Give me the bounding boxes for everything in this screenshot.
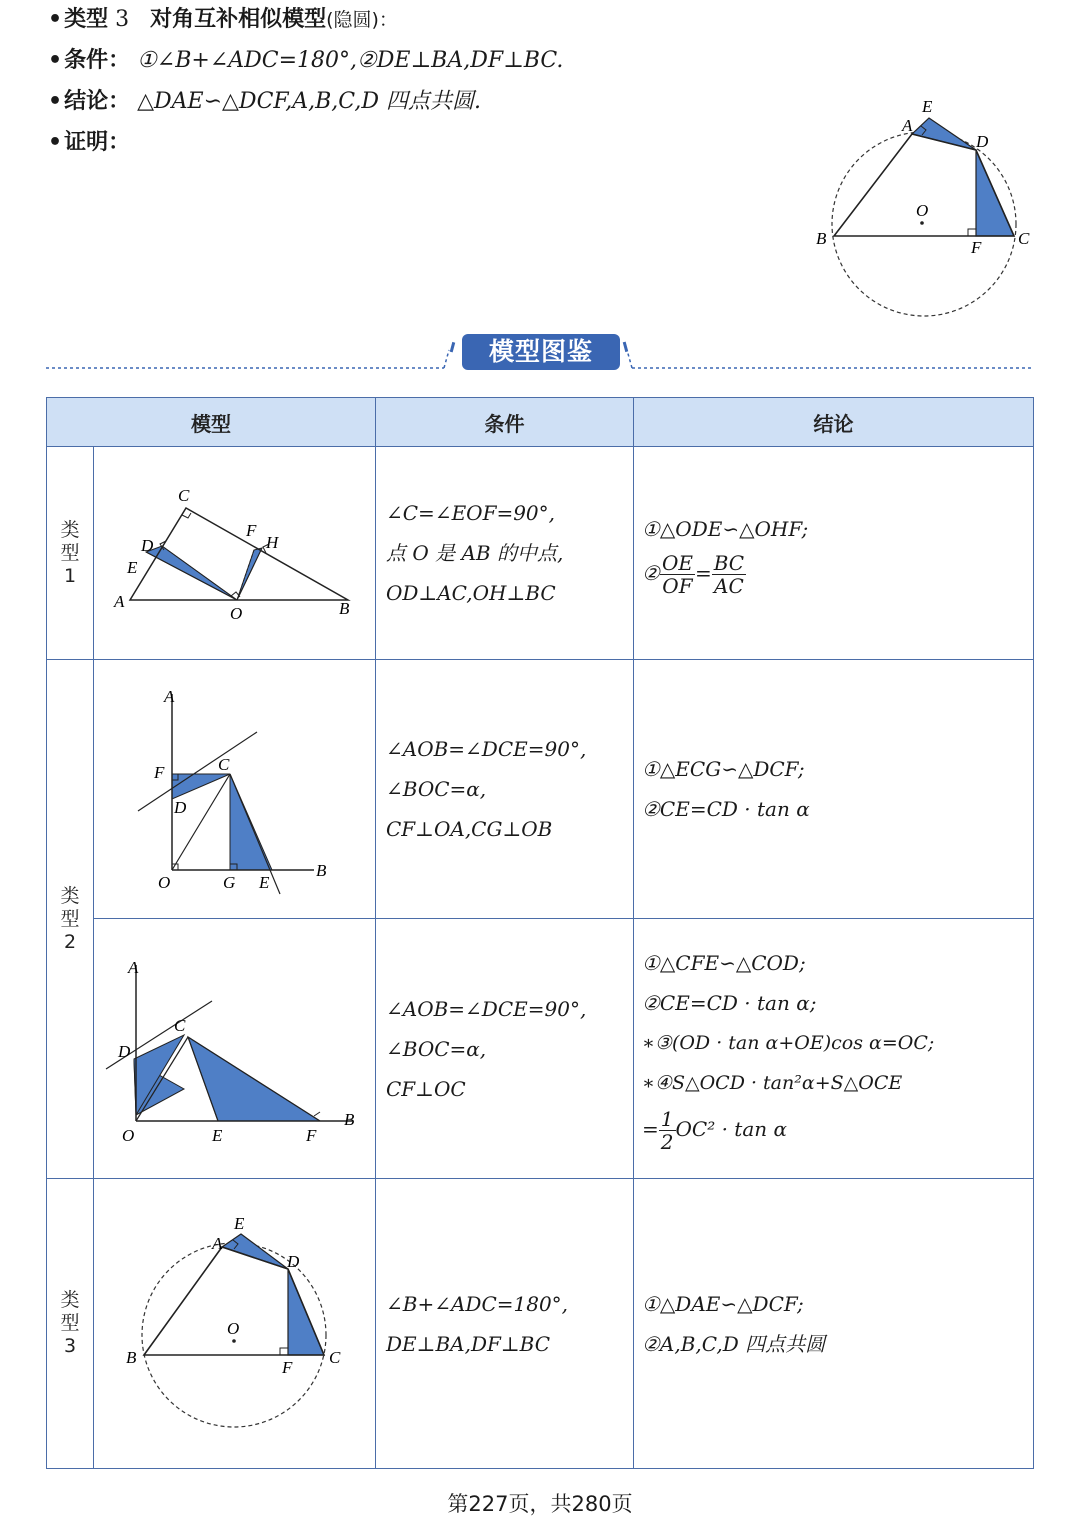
bullet: • [48, 48, 63, 73]
fraction-denominator: 2 [660, 1129, 674, 1154]
condition-line: ∠BOC=α, [386, 1036, 487, 1061]
type-label-3 [47, 1179, 94, 1469]
condition-cell [376, 1179, 634, 1469]
intro-type-label: 类型 [64, 7, 109, 32]
svg-text:A: A [114, 592, 125, 611]
condition-line: ∠AOB=∠DCE=90°, [386, 737, 587, 761]
model-figure-4 [94, 1179, 374, 1464]
svg-text:A: A [128, 958, 139, 977]
type-number: 1 [63, 564, 77, 587]
intro-condition-label: 条件： [64, 48, 131, 73]
svg-text:D: D [174, 798, 187, 817]
type-number: 2 [63, 930, 77, 953]
intro-conclusion-line [48, 87, 481, 117]
condition-line: ∠BOC=α, [386, 777, 487, 801]
label-b: B [816, 229, 827, 248]
svg-text:A: A [164, 687, 175, 706]
conclusion-cell [634, 660, 1034, 919]
svg-text:E: E [259, 873, 270, 892]
svg-text:C: C [174, 1016, 186, 1035]
fraction-denominator: AC [714, 574, 744, 598]
type-label-1 [47, 447, 94, 660]
conclusion-cell [634, 447, 1034, 660]
intro-figure [800, 90, 1050, 320]
condition-line: ∠AOB=∠DCE=90°, [386, 996, 587, 1021]
intro-type-title: 对角互补相似模型 [150, 7, 327, 32]
condition-line: CF⊥OC [386, 1076, 466, 1101]
conclusion-line: ①△ECG∽△DCF; [642, 757, 805, 781]
table-row [47, 1179, 1034, 1469]
conclusion-cell [634, 1179, 1034, 1469]
type-char: 型 [60, 541, 80, 564]
svg-text:C: C [329, 1348, 341, 1367]
condition-cell [376, 447, 634, 660]
intro-conclusion-label: 结论： [64, 89, 131, 114]
center-o [920, 221, 924, 225]
table-row [47, 919, 1034, 1179]
fraction-numerator: BC [713, 551, 745, 575]
svg-text:G: G [223, 873, 236, 892]
conclusion-prefix: ② [642, 561, 660, 585]
model-figure-cell [94, 447, 376, 660]
page-footer: 第227页，共280页 [447, 1492, 633, 1516]
svg-text:E: E [234, 1214, 245, 1233]
svg-text:O: O [227, 1319, 240, 1338]
label-f: F [971, 238, 982, 257]
section-banner [46, 332, 1034, 376]
conclusion-line: ②CE=CD · tan α [642, 797, 810, 821]
conclusion-line: ∗④S△OCD · tan²α+S△OCE [642, 1071, 903, 1094]
type-char: 类 [60, 518, 80, 541]
conclusion-cell [634, 919, 1034, 1179]
equals-sign: = [642, 1116, 659, 1141]
fraction-oe-of [660, 552, 695, 597]
svg-text:O: O [230, 604, 243, 623]
fraction-numerator: OE [661, 551, 693, 575]
condition-cell [376, 919, 634, 1179]
svg-text:C: C [218, 755, 230, 774]
svg-text:C: C [178, 486, 190, 505]
model-figure-cell [94, 660, 376, 919]
svg-text:B: B [344, 1110, 355, 1129]
type-label-2 [47, 660, 94, 1179]
svg-text:F: F [154, 763, 165, 782]
label-e: E [922, 97, 933, 116]
intro-conclusion-text: △DAE∽△DCF,A,B,C,D 四点共圆. [137, 89, 481, 114]
svg-text:F: F [246, 521, 257, 540]
conclusion-line: ②CE=CD · tan α; [642, 990, 817, 1015]
condition-line: 点 O 是 AB 的中点, [386, 541, 564, 565]
svg-text:D: D [118, 1042, 131, 1061]
table-row [47, 660, 1034, 919]
conclusion-line: ②A,B,C,D 四点共圆 [642, 1331, 826, 1356]
model-table [46, 397, 1034, 1469]
conclusion-half-line [642, 1103, 1033, 1155]
svg-text:B: B [316, 861, 327, 880]
model-figure-3 [94, 919, 374, 1174]
header-model: 模型 [47, 398, 376, 447]
fraction-one-half [659, 1108, 676, 1153]
conclusion-ratio [642, 549, 1033, 597]
header-condition: 条件 [376, 398, 634, 447]
intro-type-line [48, 5, 398, 35]
bullet: • [48, 7, 63, 32]
equals-sign: = [694, 561, 712, 585]
condition-line: CF⊥OA,CG⊥OB [386, 817, 553, 841]
svg-text:O: O [122, 1126, 135, 1145]
svg-text:B: B [339, 599, 350, 618]
type-char: 型 [60, 907, 80, 930]
right-angle-mark-f [968, 229, 976, 236]
label-d: D [976, 132, 989, 151]
label-c: C [1018, 229, 1030, 248]
svg-text:H: H [266, 533, 279, 552]
intro-type-note: (隐圆)： [326, 9, 398, 31]
fraction-denominator: OF [662, 574, 693, 598]
model-figure-1 [94, 447, 374, 655]
intro-proof-label: 证明： [64, 130, 131, 155]
banner-title: 模型图鉴 [462, 334, 620, 370]
type-char: 类 [60, 1289, 80, 1311]
model-figure-cell [94, 919, 376, 1179]
model-figure-2 [94, 660, 374, 914]
conclusion-line: ∗③(OD · tan α+OE)cos α=OC; [642, 1031, 935, 1054]
svg-text:D: D [287, 1252, 300, 1271]
table-row [47, 447, 1034, 660]
intro-type-number: 3 [115, 7, 130, 32]
header-conclusion: 结论 [634, 398, 1034, 447]
svg-text:D: D [141, 536, 154, 555]
label-o: O [916, 201, 929, 220]
fraction-numerator: 1 [660, 1106, 674, 1131]
triangle-dae [912, 118, 976, 150]
table-header-row [47, 398, 1034, 447]
conclusion-line: ①△DAE∽△DCF; [642, 1291, 804, 1316]
type-char: 类 [60, 884, 80, 907]
svg-text:F: F [306, 1126, 317, 1145]
model-figure-cell [94, 1179, 376, 1469]
label-a: A [902, 116, 913, 135]
type-char: 型 [60, 1312, 80, 1334]
conclusion-suffix: OC² · tan α [675, 1116, 787, 1141]
intro-condition-text: ①∠B+∠ADC=180°,②DE⊥BA,DF⊥BC. [137, 48, 564, 73]
bullet: • [48, 130, 63, 155]
bullet: • [48, 89, 63, 114]
conclusion-line: ①△CFE∽△COD; [642, 950, 806, 975]
condition-line: OD⊥AC,OH⊥BC [386, 581, 556, 605]
svg-text:F: F [282, 1358, 293, 1377]
fraction-bc-ac [712, 552, 746, 597]
condition-cell [376, 660, 634, 919]
svg-text:A: A [212, 1234, 223, 1253]
svg-text:E: E [127, 558, 138, 577]
condition-line: DE⊥BA,DF⊥BC [386, 1331, 551, 1356]
svg-text:B: B [126, 1348, 137, 1367]
conclusion-line: ①△ODE∽△OHF; [642, 517, 809, 541]
condition-line: ∠C=∠EOF=90°, [386, 501, 556, 525]
type-number: 3 [63, 1335, 77, 1357]
svg-text:O: O [158, 873, 171, 892]
intro-condition-line [48, 46, 563, 76]
intro-proof-line [48, 128, 130, 158]
condition-line: ∠B+∠ADC=180°, [386, 1291, 569, 1316]
svg-text:E: E [212, 1126, 223, 1145]
